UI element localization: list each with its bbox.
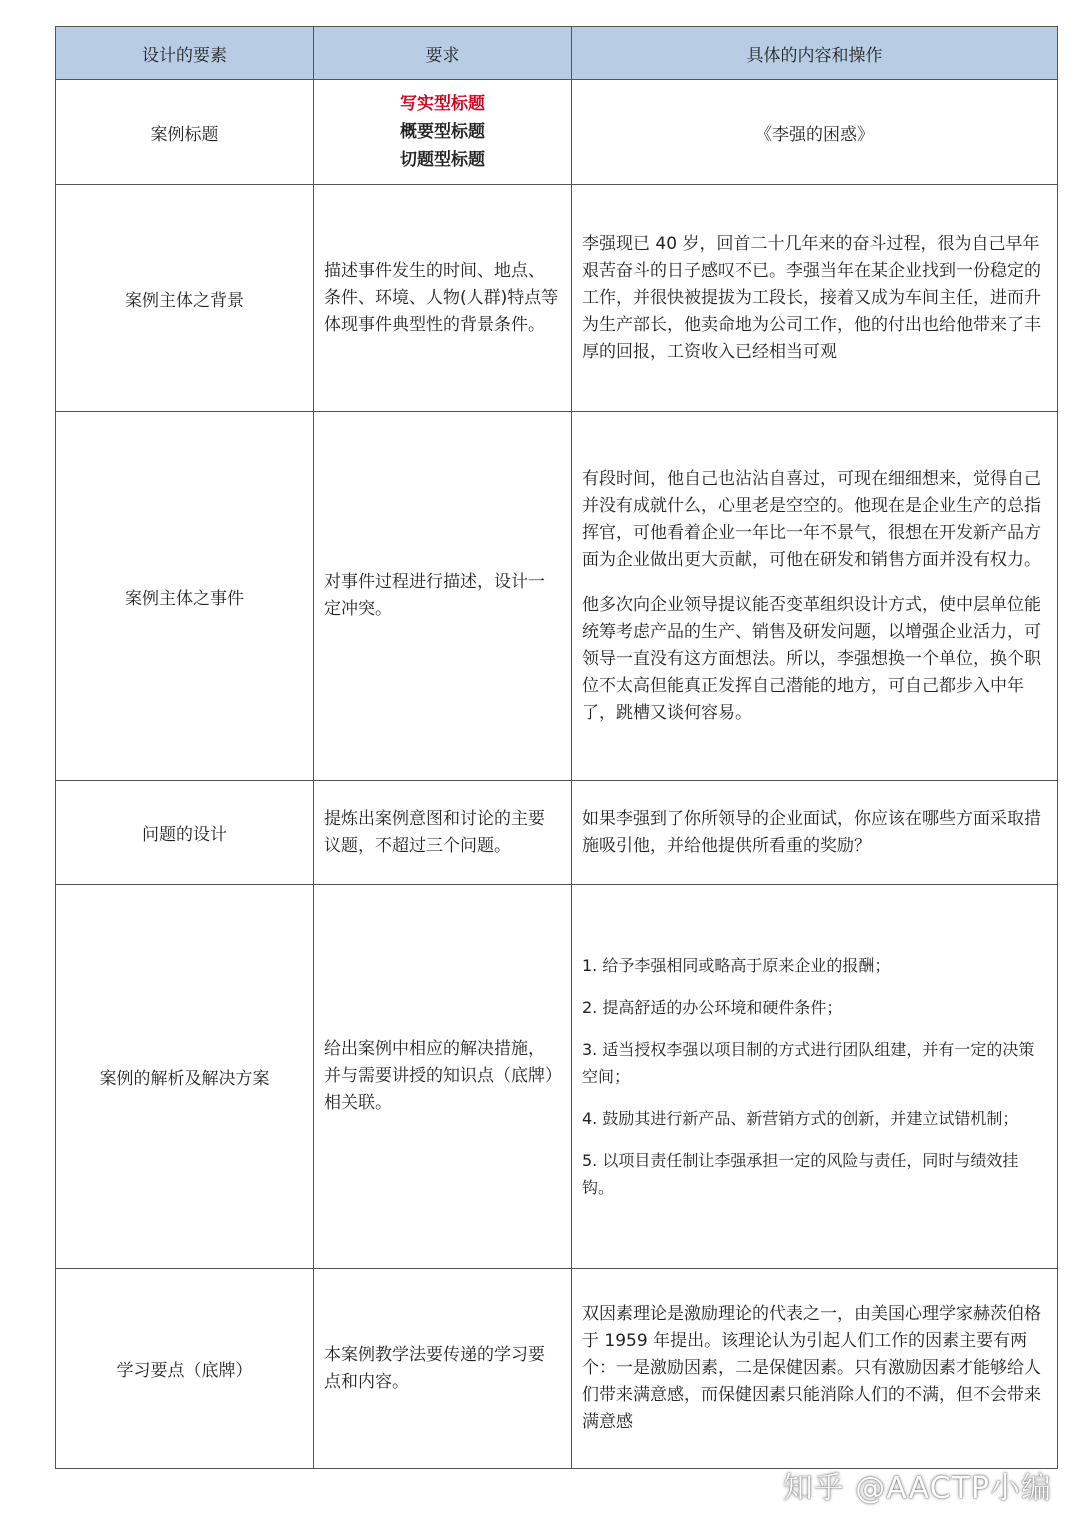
row-question-requirement: 提炼出案例意图和讨论的主要议题，不超过三个问题。 <box>314 781 572 885</box>
row-title-element: 案例标题 <box>56 80 314 185</box>
row-learning-element: 学习要点（底牌） <box>56 1269 314 1469</box>
row-solution-content <box>572 885 1058 1269</box>
header-content: 具体的内容和操作 <box>572 27 1058 80</box>
table-row <box>56 1269 1058 1469</box>
row-background-element: 案例主体之背景 <box>56 185 314 412</box>
solution-item: 4. 鼓励其进行新产品、新营销方式的创新，并建立试错机制； <box>582 1109 1019 1128</box>
solution-item: 3. 适当授权李强以项目制的方式进行团队组建，并有一定的决策空间； <box>582 1040 1035 1086</box>
table-row <box>56 781 1058 885</box>
title-type-summary: 概要型标题 <box>400 122 485 142</box>
row-solution-requirement: 给出案例中相应的解决措施，并与需要讲授的知识点（底牌）相关联。 <box>314 885 572 1269</box>
row-title-content: 《李强的困惑》 <box>572 80 1058 185</box>
row-title-requirements <box>314 80 572 185</box>
row-event-element: 案例主体之事件 <box>56 412 314 781</box>
row-background-content: 李强现已 40 岁，回首二十几年来的奋斗过程，很为自己早年艰苦奋斗的日子感叹不已。李强当年在某企业找到一份稳定的工作，并很快被提拔为工段长，接着又成为车间主任，进而升为生产部长，他卖命地为公司工作，他的付出也给他带来了丰厚的回报，工资收入已经相当可观 <box>572 185 1058 412</box>
title-type-pertinent: 切题型标题 <box>400 150 485 170</box>
zhihu-watermark: 知乎 @AACTP小编 <box>782 1471 1052 1506</box>
table-row <box>56 80 1058 185</box>
header-row <box>56 27 1058 80</box>
event-paragraph: 有段时间，他自己也沾沾自喜过，可现在细细想来，觉得自己并没有成就什么，心里老是空空的。他现在是企业生产的总指挥官，可他看着企业一年比一年不景气，很想在开发新产品方面为企业做出更大贡献，可他在研发和销售方面并没有权力。 <box>582 468 1041 570</box>
table-row <box>56 412 1058 781</box>
title-type-realistic: 写实型标题 <box>400 94 485 114</box>
row-question-content: 如果李强到了你所领导的企业面试，你应该在哪些方面采取措施吸引他，并给他提供所看重的奖励？ <box>572 781 1058 885</box>
row-solution-element: 案例的解析及解决方案 <box>56 885 314 1269</box>
row-background-requirement: 描述事件发生的时间、地点、条件、环境、人物(人群)特点等体现事件典型性的背景条件。 <box>314 185 572 412</box>
header-element: 设计的要素 <box>56 27 314 80</box>
row-event-content <box>572 412 1058 781</box>
header-requirement: 要求 <box>314 27 572 80</box>
table-row <box>56 185 1058 412</box>
row-question-element: 问题的设计 <box>56 781 314 885</box>
solution-item: 2. 提高舒适的办公环境和硬件条件； <box>582 998 843 1017</box>
row-learning-content: 双因素理论是激励理论的代表之一，由美国心理学家赫茨伯格于 1959 年提出。该理论认为引起人们工作的因素主要有两个：一是激励因素，二是保健因素。只有激励因素才能够给人们带来满意感，而保健因素只能消除人们的不满，但不会带来满意感 <box>572 1269 1058 1469</box>
solution-item: 1. 给予李强相同或略高于原来企业的报酬； <box>582 956 891 975</box>
row-event-requirement: 对事件过程进行描述，设计一定冲突。 <box>314 412 572 781</box>
case-design-table <box>55 26 1058 1469</box>
solution-item: 5. 以项目责任制让李强承担一定的风险与责任，同时与绩效挂钩。 <box>582 1151 1019 1197</box>
row-learning-requirement: 本案例教学法要传递的学习要点和内容。 <box>314 1269 572 1469</box>
event-paragraph: 他多次向企业领导提议能否变革组织设计方式，使中层单位能统筹考虑产品的生产、销售及研发问题，以增强企业活力，可领导一直没有这方面想法。所以，李强想换一个单位，换个职位不太高但能真正发挥自己潜能的地方，可自己都步入中年了，跳槽又谈何容易。 <box>582 594 1041 723</box>
table-row <box>56 885 1058 1269</box>
